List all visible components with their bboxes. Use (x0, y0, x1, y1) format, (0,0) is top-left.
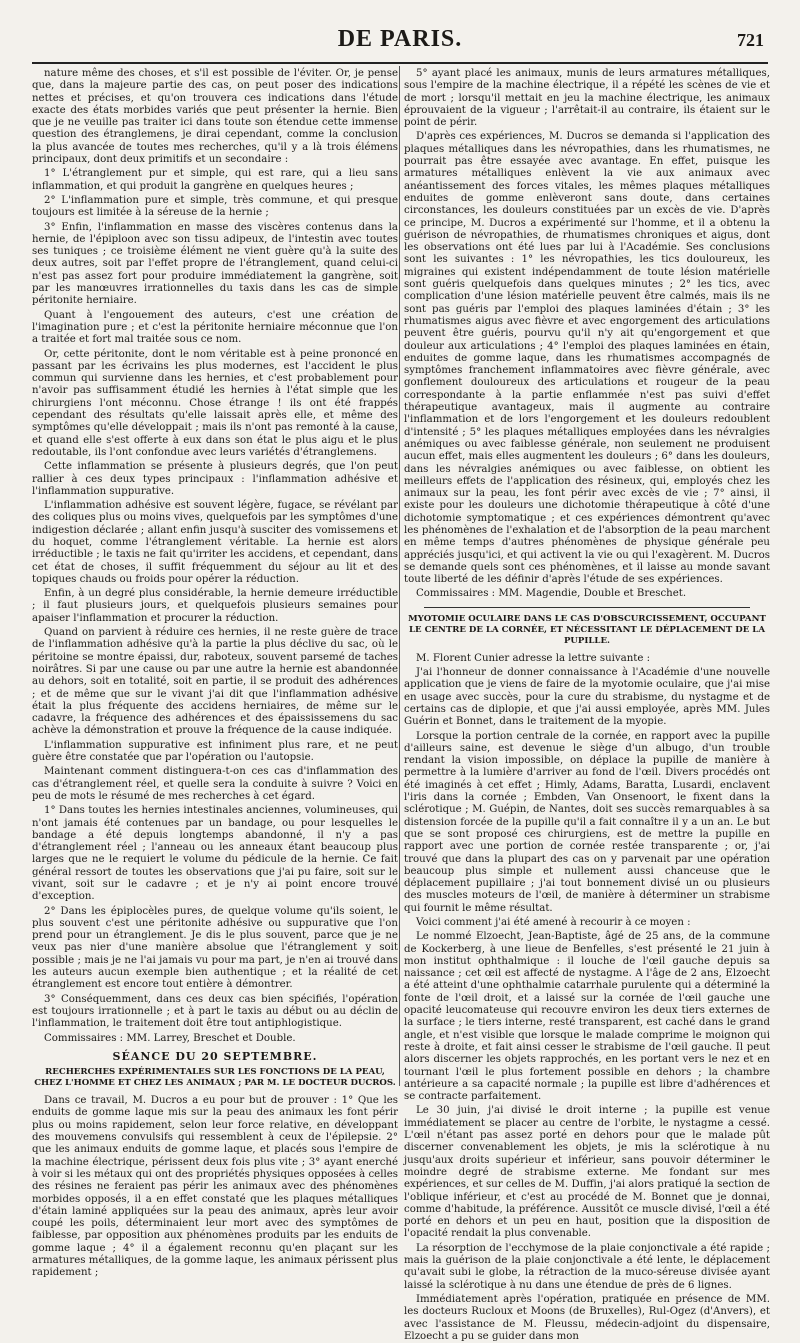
paragraph: M. Florent Cunier adresse la lettre suivante : (416, 652, 651, 664)
column-divider (399, 66, 400, 1086)
paragraph: Commissaires : MM. Larrey, Breschet et Double. (44, 1032, 296, 1044)
paragraph: 2° L'inflammation pure et simple, très commune, et qui presque toujours est limitée à la séreuse de la hernie ; (32, 194, 398, 219)
paragraph: La résorption de l'ecchymose de la plaie conjonctivale a été rapide ; mais la guérison de la plaie conjonctivale a été lente, le déplacement qu'avait subi le globe, la rétraction de la muco-séreuse divisée ayant laissé la sclérotique à nu dans une étendue de près de 6 lignes. (404, 1242, 770, 1291)
paragraph: L'inflammation adhésive est souvent légère, fugace, se révélant par des coliques plus ou moins vives, quelquefois par les symptômes d'une indigestion déclarée ; allant enfin jusqu'à susciter des vomissemens et du hoquet, comme l'étranglement véritable. La hernie est alors irréductible ; le taxis ne fait qu'irriter les accidens, et cependant, dans cet état de choses, il suffit fréquemment du séjour au lit et des topiques chauds ou froids pour opérer la réduction. (32, 500, 398, 585)
paragraph: Quant à l'engouement des auteurs, c'est une création de l'imagination pure ; et c'est la péritonite herniaire méconnue que l'on a traitée et fort mal traitée sous ce nom. (32, 309, 398, 346)
paragraph: Enfin, à un degré plus considérable, la hernie demeure irréductible ; il faut plusieurs jours, et quelquefois plusieurs semaines pour apaiser l'inflammation et procurer la réduction. (32, 588, 398, 624)
paragraph: Le nommé Elzoecht, Jean-Baptiste, âgé de 25 ans, de la commune de Kockerberg, à une lieue de Benfelles, s'est présenté le 21 juin à mon institut ophthalmique : il louche de l'œil gauche depuis sa naissance ; cet œil est affecté de nystagme. A l'âge de 2 ans, Elzoecht a été atteint d'une ophthalmie catarrhale purulente qui a déterminé la fonte de l'œil droit, et a laissé sur la cornée de l'œil gauche une opacité leucomateuse qui recouvre environ les deux tiers externes de la surface ; le tiers interne, resté transparent, est caché dans le grand angle, et n'est visible que lorsque le malade comprime le moignon qui reste à droite, et fait ainsi cesser le strabisme de l'œil gauche. Il peut alors discerner les objets rapprochés, en les portant vers le nez et en tournant l'œil le plus fortement possible en dehors ; la chambre antérieure a sa capacité normale ; la pupille est libre d'adhérences et se contracte parfaitement. (404, 931, 770, 1103)
paragraph: 3° Enfin, l'inflammation en masse des viscères contenus dans la hernie, de l'épiploon avec son tissu adipeux, de l'intestin avec toutes ses tuniques ; ce troisième élément ne vient guère qu'à la suite des deux autres, soit par l'effet propre de l'étranglement, quand celui-ci n'est pas assez fort pour produire immédiatement la gangrène, soit par les manœuvres irrationnelles du taxis dans les cas de simple péritonite herniaire. (32, 221, 398, 307)
page-header-title: DE PARIS. (337, 26, 463, 52)
paragraph: Or, cette péritonite, dont le nom véritable est à peine prononcé en passant par les écrivains les plus modernes, est l'accident le plus commun qui survienne dans les hernies, et c'est probablement pour n'avoir pas suffisamment étudié les hernies à l'état simple que les chirurgiens l'ont méconnu. Chose étrange ! ils ont été frappés cependant des résultats qu'elle laissait après elle, et même des symptômes qu'elle développait ; mais ils n'ont pas remonté à la cause, et quand elle s'est offerte à eux dans son état le plus aigu et le plus redoutable, ils l'ont confondue avec leurs variétés d'étranglemens. (32, 348, 398, 458)
paragraph: 1° Dans toutes les hernies intestinales anciennes, volumineuses, qui n'ont jamais été contenues par un bandage, ou pour lesquelles le bandage a été depuis longtemps abandonné, il n'y a pas d'étranglement réel ; l'anneau ou les anneaux étant beaucoup plus larges que ne le requiert le volume du pédicule de la hernie. Ce fait général ressort de toutes les observations que j'ai pu faire, soit sur le vivant, soit sur le cadavre ; et je n'y ai point encore trouvé d'exception. (32, 805, 398, 903)
paragraph: Commissaires : MM. Magendie, Double et Breschet. (416, 588, 687, 600)
paragraph: Le 30 juin, j'ai divisé le droit interne ; la pupille est venue immédiatement se placer au centre de l'orbite, le nystagme a cessé. L'œil n'étant pas assez porté en dehors pour que le malade pût discerner convenablement les objets, je mis la sclérotique à nu jusqu'aux droits supérieur et inférieur, sans pouvoir déterminer le moindre degré de strabisme externe. Me fondant sur mes expériences, et sur celles de M. Duffin, j'ai alors pratiqué la section de l'oblique inférieur, et c'est au procédé de M. Bonnet que je donnai, comme d'habitude, la préférence. Aussitôt ce muscle divisé, l'œil a été porté en dehors et un peu en haut, position que la disposition de l'opacité rendait la plus convenable. (404, 1105, 770, 1240)
section-heading: SÉANCE DU 20 SEPTEMBRE. (112, 1049, 318, 1063)
paragraph: D'après ces expériences, M. Ducros se demanda si l'application des plaques métalliques dans les névropathies, dans les rhumatismes, ne pourrait pas être essayée avec avantage. En effet, puisque les armatures métalliques enlèvent la vie aux animaux avec anéantissement des forces vitales, les mêmes plaques métalliques enduites de gomme enlèveront sans doute, dans certaines circonstances, les douleurs constituées par un excès de vie. D'après ce principe, M. Ducros a expérimenté sur l'homme, et il a obtenu la guérison de névropathies, de rhumatismes chroniques et aigus, dont les observations ont été lues par lui à l'Académie. Ses conclusions sont les suivantes : 1° les névropathies, les tics douloureux, les migraines qui existent indépendamment de toute lésion matérielle sont guéris quelquefois dans quelques minutes ; 2° les tics, avec complication d'une lésion matérielle peuvent être calmés, mais ils ne sont pas guéris par l'emploi des plaques laminées d'étain ; 3° les rhumatismes aigus avec fièvre et avec engorgement des articulations peuvent être guéris, pourvu qu'il n'y ait qu'engorgement et que douleur aux articulations ; 4° l'emploi des plaques laminées en étain, enduites de gomme laque, dans les rhumatismes accompagnés de symptômes franchement inflammatoires avec fièvre générale, avec gonflement douloureux des articulations et rougeur de la peau correspondante à la partie enflammée n'est pas suivi d'effet thérapeutique avantageux, mais il augmente au contraire l'inflammation et de lors l'engorgement et les douleurs redoublent d'intensité ; 5° les plaques métalliques employées dans les névralgies anémiques ou avec faiblesse générale, non seulement ne produisent aucun effet, mais elles augmentent les douleurs ; 6° dans les douleurs, dans les névralgies anémiques ou avec faiblesse, on obtient les meilleurs effets de l'application des résineux, qui, employés chez les animaux sur la peau, les font périr avec excès de vie ; 7° ainsi, il existe pour les douleurs une dichotomie thérapeutique à côté d'une dichotomie symptomatique ; et ces expériences démontrent qu'avec les phénomènes de l'exhalation et de l'absorption de la peau marchent en même temps d'autres phénomènes de physique générale peu appréciés jusqu'ici, et qui activent la vie ou qui l'exagèrent. M. Ducros se demande quels sont ces phénomènes, et il laisse au monde savant toute liberté de les définir d'après l'étude de ses expériences. (404, 131, 770, 586)
page-number: 721 (737, 30, 764, 50)
paragraph: Cette inflammation se présente à plusieurs degrés, que l'on peut rallier à ces deux types principaux : l'inflammation adhésive et l'inflammation suppurative. (32, 461, 398, 497)
paragraph: 3° Conséquemment, dans ces deux cas bien spécifiés, l'opération est toujours irrationnelle ; et à part le taxis au début ou au déclin de l'inflammation, le traitement doit être tout antiphlogistique. (32, 993, 398, 1030)
paragraph: L'inflammation suppurative est infiniment plus rare, et ne peut guère être constatée que par l'opération ou l'autopsie. (32, 739, 398, 764)
article-subheading: MYOTOMIE OCULAIRE DANS LE CAS D'OBSCURCISSEMENT, OCCUPANT LE CENTRE DE LA CORNÉE, ET NÉCESSITANT LE DÉPLACEMENT DE LA PUPILLE. (408, 613, 766, 646)
left-column (32, 68, 398, 1279)
header-rule (32, 62, 768, 64)
paragraph: Immédiatement après l'opération, pratiquée en présence de MM. les docteurs Rucloux et Moons (de Bruxelles), Rul-Ogez (d'Anvers), et avec l'assistance de M. Fleussu, médecin-adjoint du dispensaire, Elzoecht a pu se guider dans mon (404, 1293, 770, 1342)
section-rule (424, 607, 750, 608)
paragraph: Quand on parvient à réduire ces hernies, il ne reste guère de trace de l'inflammation adhésive qu'à la partie la plus déclive du sac, où le péritoine se montre épaissi, dur, raboteux, souvent parsemé de taches noirâtres. Si par une cause ou par une autre la hernie est abandonnée au dehors, soit en totalité, soit en partie, il se produit des adhérences ; et de même que sur le vivant j'ai dit que l'inflammation adhésive était la plus fréquente des accidens herniaires, de même sur le cadavre, la fréquence des adhérences et des épaississemens du sac achève la démonstration et prouve la fréquence de la cause indiquée. (32, 627, 398, 737)
paragraph: 1° L'étranglement pur et simple, qui est rare, qui a lieu sans inflammation, et qui produit la gangrène en quelques heures ; (32, 168, 398, 192)
paragraph: Lorsque la portion centrale de la cornée, en rapport avec la pupille d'ailleurs saine, est devenue le siège d'un albugo, d'un trouble rendant la vision impossible, on déplace la pupille de manière à permettre à la lumière d'arriver au fond de l'œil. Divers procédés ont été imaginés à cet effet ; Himly, Adams, Baratta, Lusardi, enclavent l'iris dans la cornée ; Embden, Van Onsenoort, le fixent dans la sclérotique ; M. Guépin, de Nantes, doit ses succès remarquables à sa distension forcée de la pupille qu'il a fait connaître il y a un an. Le but que se sont proposé ces chirurgiens, est de mettre la pupille en rapport avec une portion de cornée restée transparente ; or, j'ai trouvé que dans la plupart des cas on y parvenait par une opération beaucoup plus simple et nullement aussi chanceuse que le déplacement pupillaire ; j'ai tout bonnement divisé un ou plusieurs des muscles moteurs de l'œil, de manière à déterminer un strabisme qui fournit le même résultat. (404, 730, 770, 914)
paragraph: 5° ayant placé les animaux, munis de leurs armatures métalliques, sous l'empire de la machine électrique, il a répété les scènes de vie et de mort ; lorsqu'il mettait en jeu la machine électrique, les animaux éprouvaient de la vigueur ; l'arrêtait-il au contraire, ils étaient sur le point de périr. (404, 68, 770, 129)
right-column (404, 68, 770, 1342)
paragraph: Maintenant comment distinguera-t-on ces cas d'inflammation des cas d'étranglement réel, et quelle sera la conduite à suivre ? Voici en peu de mots le résumé de mes recherches à cet égard. (32, 766, 398, 802)
paragraph: Dans ce travail, M. Ducros a eu pour but de prouver : 1° Que les enduits de gomme laque mis sur la peau des animaux les font périr plus ou moins rapidement, selon leur force relative, en développant des mouvemens convulsifs qui ressemblent à ceux de l'épilepsie. 2° que les animaux enduits de gomme laque, et placés sous l'empire de la machine électrique, périssent deux fois plus vite ; 3° ayant enerché à voir si les métaux qui ont des propriétés physiques opposées à celles des résines ne feraient pas périr les animaux avec des phénomènes morbides opposés, il a en effet constaté que les plaques métalliques d'étain laminé appliquées sur la peau des animaux, après leur avoir coupé les poils, déterminaient leur mort avec des symptômes de faiblesse, par opposition aux phénomènes produits par les enduits de gomme laque ; 4° il a également reconnu qu'en plaçant sur les armatures métalliques, de la gomme laque, les animaux périssent plus rapidement ; (32, 1095, 398, 1279)
paragraph: Voici comment j'ai été amené à recourir à ce moyen : (416, 917, 691, 928)
paragraph: 2° Dans les épiplocèles pures, de quelque volume qu'ils soient, le plus souvent c'est une péritonite adhésive ou suppurative que l'on prend pour un étranglement. Je dis le plus souvent, parce que je ne veux pas nier d'une manière absolue que l'étranglement y soit possible ; mais je ne l'ai jamais vu pour ma part, je n'en ai trouvé dans les auteurs aucun exemple bien authentique ; et la réalité de cet étranglement est encore tout entière à démontrer. (32, 905, 398, 991)
article-subheading: RECHERCHES EXPÉRIMENTALES SUR LES FONCTIONS DE LA PEAU, CHEZ L'HOMME ET CHEZ LES ANIMAUX ; PAR M. LE DOCTEUR DUCROS. (34, 1067, 396, 1089)
paragraph: nature même des choses, et s'il est possible de l'éviter. Or, je pense que, dans la majeure partie des cas, on peut poser des indications nettes et précises, et qu'on trouvera ces indications dans l'étude exacte des états morbides variés que peut présenter la hernie. Bien que je ne veuille pas traiter ici dans toute son étendue cette immense question des étranglemens, je dirai cependant, comme la conclusion la plus avancée de toutes mes recherches, qu'il y a là trois élémens principaux, dont deux primitifs et un secondaire : (32, 68, 398, 166)
paragraph: J'ai l'honneur de donner connaissance à l'Académie d'une nouvelle application que je viens de faire de la myotomie oculaire, que j'ai mise en usage avec succès, pour la cure du strabisme, du nystagme et de certains cas de diplopie, et que j'ai aussi employée, après MM. Jules Guérin et Bonnet, dans le traitement de la myopie. (404, 667, 770, 728)
